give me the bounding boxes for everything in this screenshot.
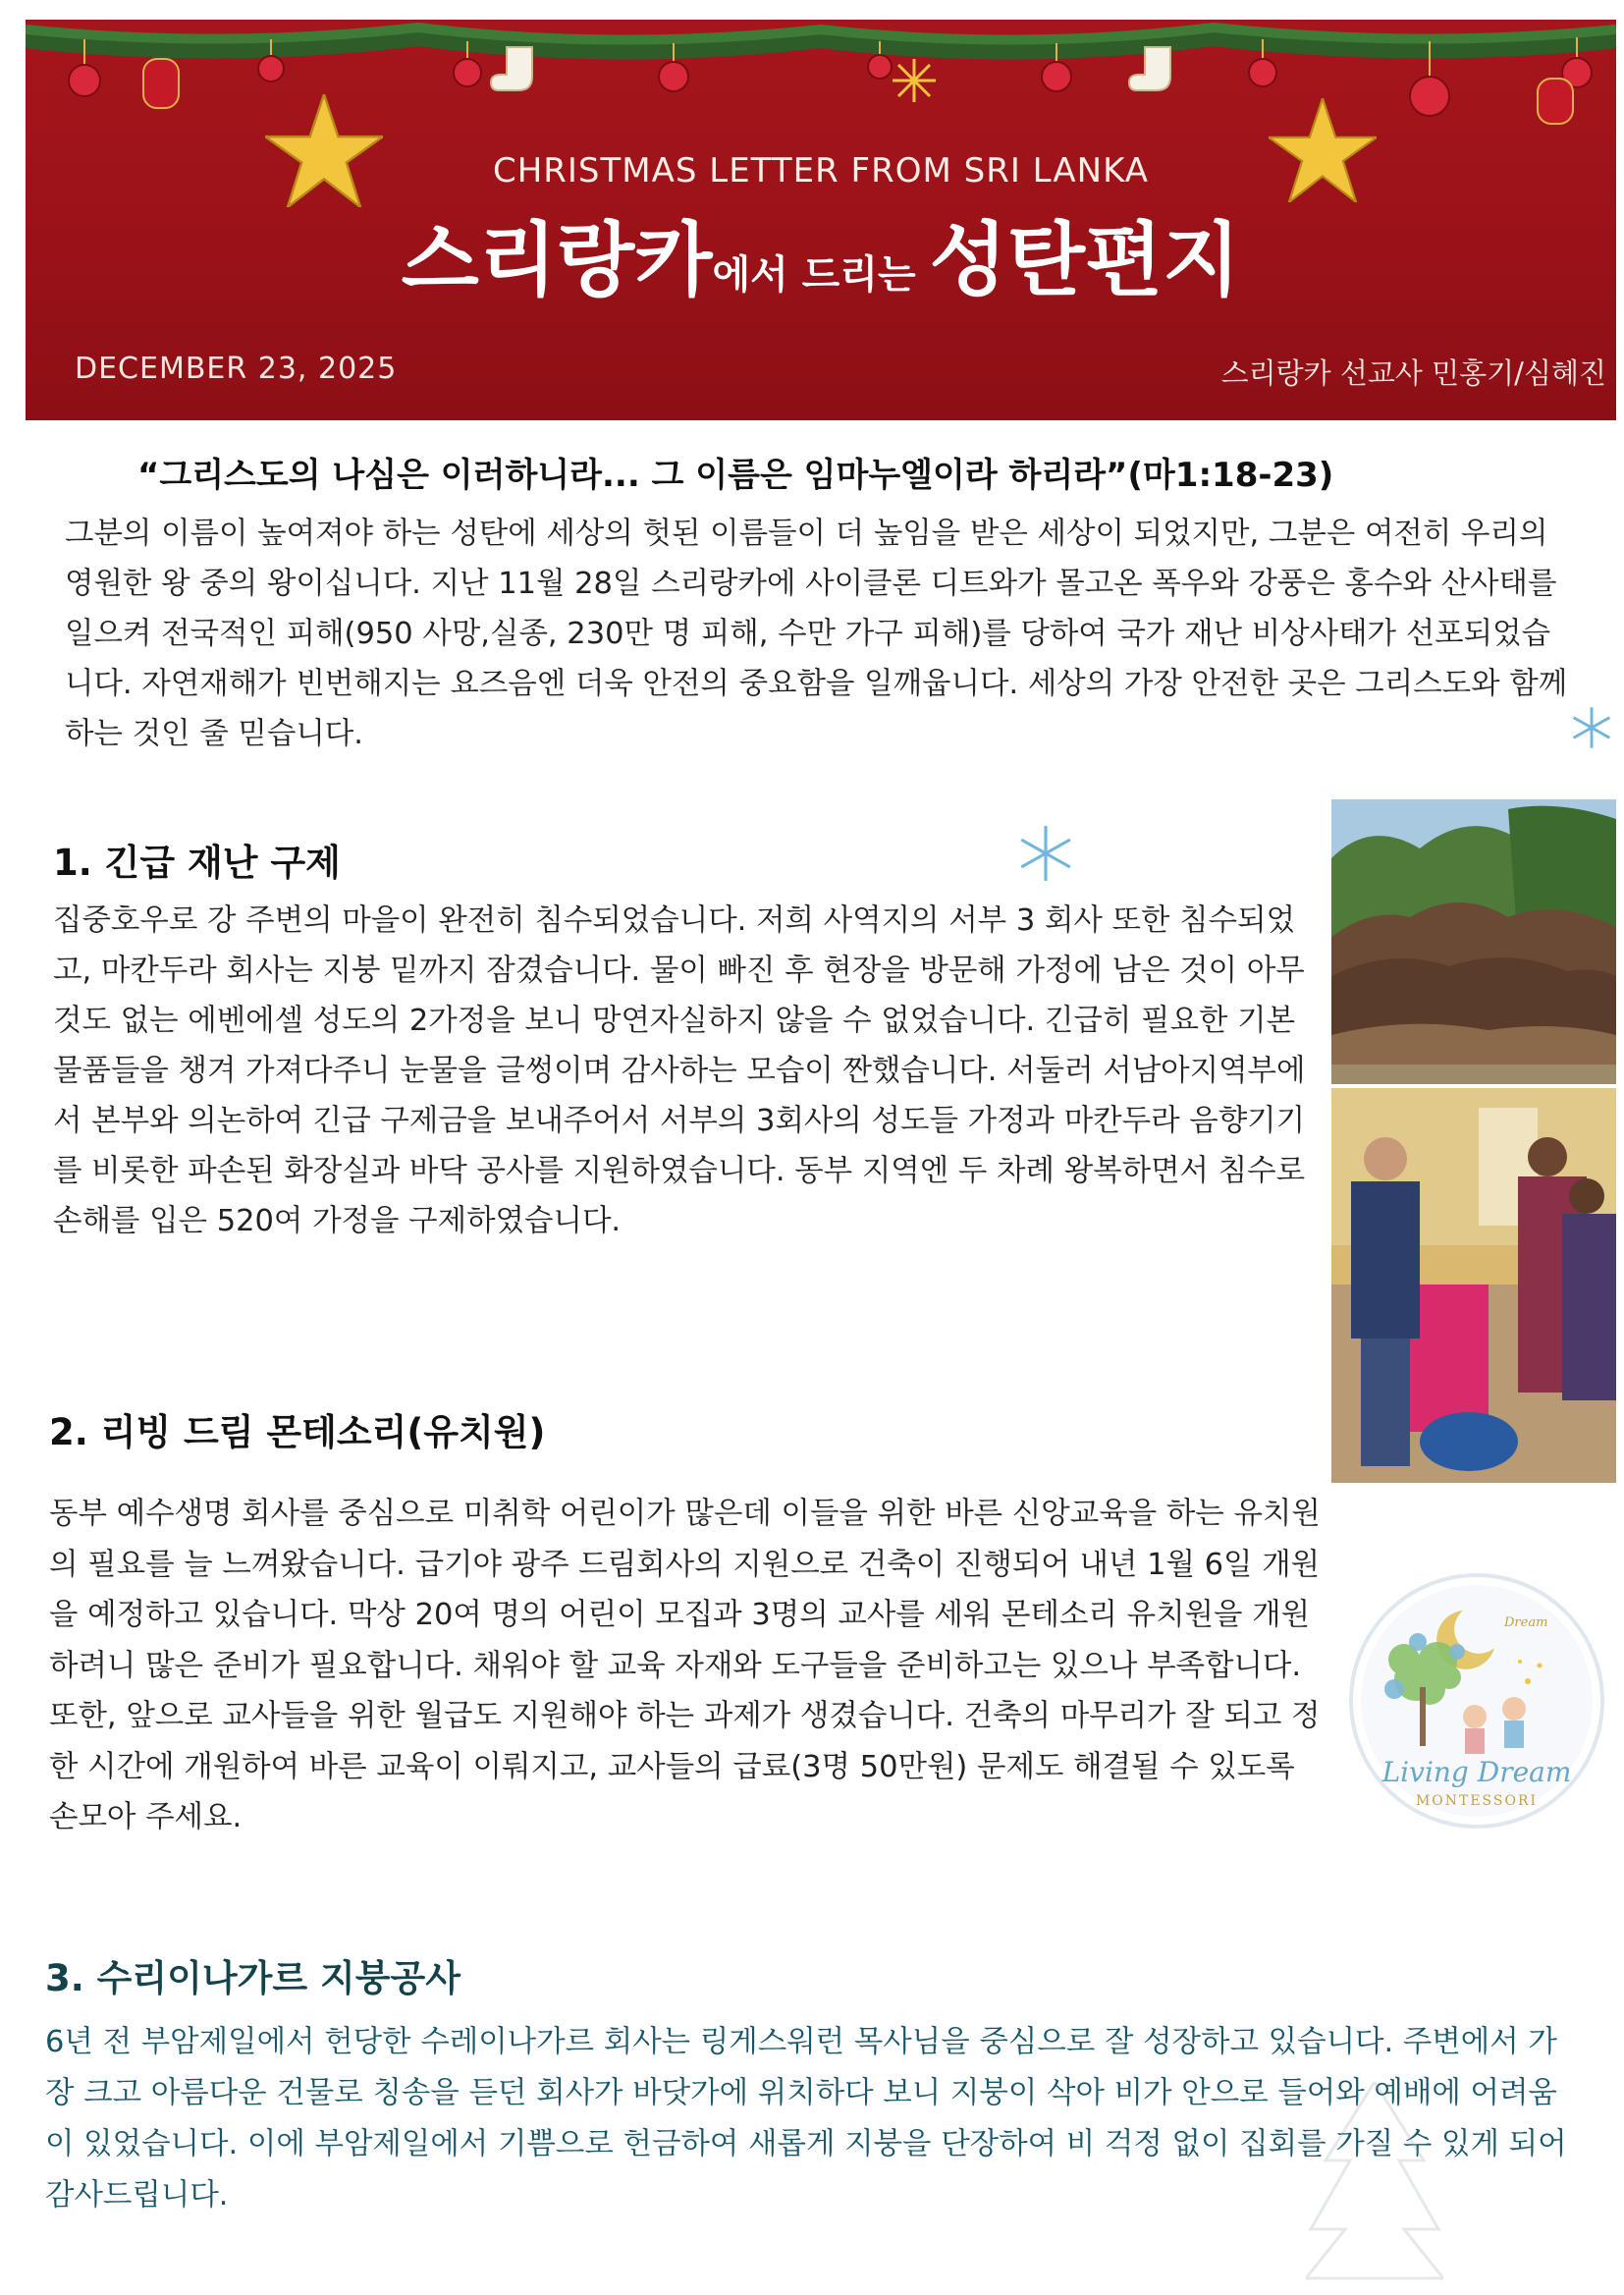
section-2-heading: 2. 리빙 드림 몬테소리(유치원) [49,1411,546,1453]
title-part-1: 스리랑카 [401,214,713,307]
letter-date: DECEMBER 23, 2025 [75,352,398,386]
title-part-3: 성탄편지 [929,214,1241,307]
snowflake-icon [1569,705,1614,750]
banner-subtitle: CHRISTMAS LETTER FROM SRI LANKA [492,151,1150,191]
section-1-body: 집중호우로 강 주변의 마을이 완전히 침수되었습니다. 저희 사역지의 서부 3 회사 또한 침수되었고, 마칸두라 회사는 지붕 밑까지 잠겼습니다. 물이 빠진 후 현장을 방문해 가정에 남은 것이 아무것도 없는 에벤에셀 성도의 2가정을 보니 망연자실하지 않을 수 없었습니다. 긴급히 필요한 기본 물품들을 챙겨 가져다주니 눈물을 글썽이며 감사하는 모습이 짠했습니다. 서둘러 서남아지역부에서 본부와 의논하여 긴급 구제금을 보내주어서 서부의 3회사의 성도들 가정과 마칸두라 음향기기를 비롯한 파손된 화장실과 바닥 공사를 지원하였습니다. 동부 지역엔 두 차례 왕복하면서 침수로 손해를 입은 520여 가정을 구제하였습니다. [53,903,1306,1238]
snowflake-icon [1015,823,1076,884]
section-2-body: 동부 예수생명 회사를 중심으로 미취학 어린이가 많은데 이들을 위한 바른 신앙교육을 하는 유치원의 필요를 늘 느껴왔습니다. 급기야 광주 드림회사의 지원으로 건축이 진행되어 내년 1월 6일 개원을 예정하고 있습니다. 막상 20여 명의 어린이 모집과 3명의 교사를 세워 몬테소리 유치원을 개원하려니 많은 준비가 필요합니다. 채워야 할 교육 자재와 도구들을 준비하고는 있으나 부족합니다. 또한, 앞으로 교사들을 위한 월급도 지원해야 하는 과제가 생겼습니다. 건축의 마무리가 잘 되고 정한 시간에 개원하여 바른 교육이 이뤄지고, 교사들의 급료(3명 50만원) 문제도 해결될 수 있도록 손모아 주세요. [49,1497,1321,1834]
section-1-heading: 1. 긴급 재난 구제 [53,842,341,884]
section-3-body: 6년 전 부암제일에서 헌당한 수레이나가르 회사는 링게스워런 목사님을 중심으로 잘 성장하고 있습니다. 주변에서 가장 크고 아름다운 건물로 칭송을 듣던 회사가 바닷가에 위치하다 보니 지붕이 삭아 비가 안으로 들어와 예배에 어려움이 있었습니다. 이에 부암제일에서 기쁨으로 헌금하여 새롭게 지붕을 단장하여 비 걱정 없이 집회를 가질 수 있게 되어 감사드립니다. [45,2025,1567,2213]
header-banner [26,20,1616,420]
logo-script-text: Living Dream [1381,1756,1572,1788]
christmas-garland-decoration [26,20,1616,137]
scripture-verse: “그리스도의 나심은 이러하니라... 그 이름은 임마누엘이라 하리라”(마1:18-23) [137,456,1334,495]
living-dream-montessori-logo [1347,1571,1606,1831]
relief-distribution-photo [1331,1088,1616,1483]
title-part-2: 에서 드리는 [712,252,930,298]
logo-caps-text: MONTESSORI [1415,1793,1539,1809]
letter-author: 스리랑카 선교사 민홍기/심혜진 [1220,356,1606,390]
section-3-heading: 3. 수리이나가르 지붕공사 [45,1957,460,1999]
logo-dream-word: Dream [1504,1615,1548,1630]
intro-paragraph: 그분의 이름이 높여져야 하는 성탄에 세상의 헛된 이름들이 더 높임을 받은 세상이 되었지만, 그분은 여전히 우리의 영원한 왕 중의 왕이십니다. 지난 11월 28일 스리랑카에 사이클론 디트와가 몰고온 폭우와 강풍은 홍수와 산사태를 일으켜 전국적인 피해(950 사망,실종, 230만 명 피해, 수만 가구 피해)를 당하여 국가 재난 비상사태가 선포되었습니다. 자연재해가 빈번해지는 요즈음엔 더욱 안전의 중요함을 일깨웁니다. 세상의 가장 안전한 곳은 그리스도와 함께하는 것인 줄 믿습니다. [65,517,1568,751]
flood-debris-photo [1331,799,1616,1084]
faint-tree-decoration-icon [1306,2082,1443,2288]
banner-title [26,196,1616,311]
